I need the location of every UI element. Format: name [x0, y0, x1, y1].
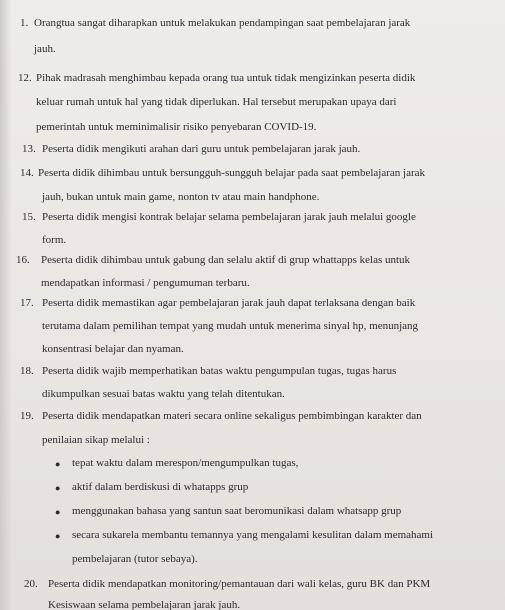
bullet-dot: ● [55, 483, 61, 493]
item-number: 18. [20, 365, 34, 377]
bullet-dot: ● [55, 459, 61, 469]
bullet-text: pembelajaran (tutor sebaya). [72, 553, 198, 565]
item-line: Peserta didik mendapatkan materi secara online sekaligus pembimbingan karakter dan [42, 410, 422, 422]
item-line: jauh, bukan untuk main game, nonton tv atau main handphone. [42, 191, 320, 203]
item-line: pemerintah untuk meminimalisir risiko penyebaran COVID-19. [36, 121, 317, 133]
item-line: Pihak madrasah menghimbau kepada orang tua untuk tidak mengizinkan peserta didik [36, 72, 416, 84]
bullet-dot: ● [55, 531, 61, 541]
item-number: 12. [18, 72, 32, 84]
item-line: Peserta didik wajib memperhatikan batas waktu pengumpulan tugas, tugas harus [42, 365, 397, 377]
item-number: 17. [20, 297, 34, 309]
item-line: konsentrasi belajar dan nyaman. [42, 343, 184, 355]
item-number: 13. [22, 143, 36, 155]
item-line: Peserta didik memastikan agar pembelajaran jarak jauh dapat terlaksana dengan baik [42, 297, 416, 309]
bullet-dot: ● [55, 507, 61, 517]
item-number: 19. [20, 410, 34, 422]
bullet-text: aktif dalam berdiskusi di whatapps grup [72, 481, 249, 493]
item-line: penilaian sikap melalui : [42, 434, 150, 446]
item-line: form. [42, 234, 67, 246]
item-line: Peserta didik dihimbau untuk bersungguh-sungguh belajar pada saat pembelajaran jarak [38, 167, 426, 179]
item-line: Peserta didik dihimbau untuk gabung dan selalu aktif di grup whattapps kelas untuk [41, 254, 411, 266]
item-line: Orangtua sangat diharapkan untuk melakukan pendampingan saat pembelajaran jarak [34, 17, 411, 29]
bullet-text: menggunakan bahasa yang santun saat beromunikasi dalam whatsapp grup [72, 505, 402, 517]
item-number: 20. [24, 578, 38, 590]
bullet-text: tepat waktu dalam merespon/mengumpulkan tugas, [72, 457, 299, 469]
item-line: dikumpulkan sesuai batas waktu yang telah ditentukan. [42, 388, 285, 400]
item-line: Peserta didik mendapatkan monitoring/pemantauan dari wali kelas, guru BK dan PKM [48, 578, 431, 590]
item-number: 14. [20, 167, 34, 179]
item-line: Peserta didik mengikuti arahan dari guru untuk pembelajaran jarak jauh. [42, 143, 361, 155]
item-line: keluar rumah untuk hal yang tidak diperlukan. Hal tersebut merupakan upaya dari [36, 96, 397, 108]
bullet-text: secara sukarela membantu temannya yang mengalami kesulitan dalam memahami [72, 529, 434, 541]
item-number: 16. [16, 254, 30, 266]
item-line: jauh. [34, 43, 56, 55]
item-line: Peserta didik mengisi kontrak belajar selama pembelajaran jarak jauh melalui google [42, 211, 416, 223]
item-line: mendapatkan informasi / pengumuman terbaru. [41, 277, 250, 289]
item-number: 1. [20, 17, 29, 29]
item-line: Kesiswaan selama pembelajaran jarak jauh. [48, 599, 241, 610]
item-line: terutama dalam pemilihan tempat yang mudah untuk menerima sinyal hp, menunjang [42, 320, 419, 332]
item-number: 15. [22, 211, 36, 223]
